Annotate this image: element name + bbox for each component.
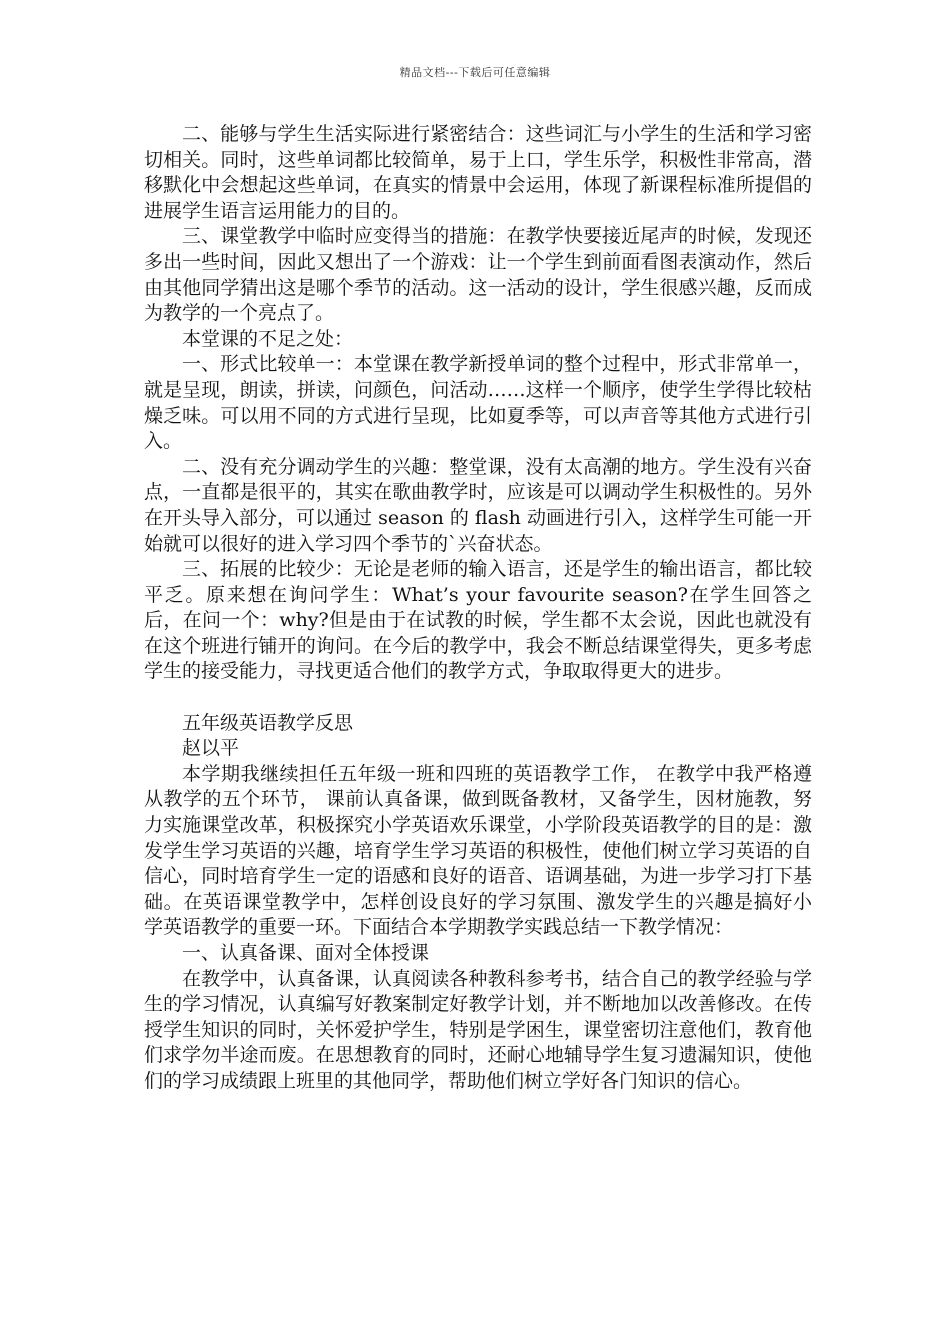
page-header: 精品文档---下载后可任意编辑 bbox=[399, 66, 551, 79]
section-title: 五年级英语教学反思 bbox=[182, 711, 354, 734]
document-body bbox=[144, 122, 812, 1095]
blank-line bbox=[144, 685, 812, 711]
paragraph-shortcoming-one: 一、形式比较单一：本堂课在教学新授单词的整个过程中，形式非常单一，就是呈现，朗读，拼读，问颜色，问活动……这样一个顺序，使学生学得比较枯燥乏味。可以用不同的方式进行呈现，比如夏季等，可以声音等其他方式进行引入。 bbox=[144, 353, 812, 453]
subheading-one: 一、认真备课、面对全体授课 bbox=[182, 942, 430, 964]
paragraph-intro: 本学期我继续担任五年级一班和四班的英语教学工作， 在教学中我严格遵从教学的五个环节， 课前认真备课，做到既备教材，又备学生，因材施教，努力实施课堂改革，积极探究小学英语欢乐课堂，小学阶段英语教学的目的是：激发学生学习英语的兴趣，培育学生学习英语的积极性，使他们树立学习英语的自信心，同时培育学生一定的语感和良好的语音、语调基础，为进一步学习打下基础。在英语课堂教学中，怎样创设良好的学习氛围、激发学生的兴趣是搞好小 学英语教学的重要一环。下面结合本学期教学实践总结一下教学情况： bbox=[144, 762, 812, 939]
paragraph-shortcoming-three: 三、拓展的比较少：无论是老师的输入语言，还是学生的输出语言，都比较平乏。原来想在询问学生：What’s your favourite season?在学生回答之后，在问一个：why?但是由于在试教的时候，学生都不太会说，因此也就没有在这个班进行铺开的询问。在今后的教学中，我会不断总结课堂得失，更多考虑学生的接受能力，寻找更适合他们的教学方式，争取取得更大的进步。 bbox=[144, 558, 812, 683]
paragraph-shortcoming-two: 二、没有充分调动学生的兴趣：整堂课，没有太高潮的地方。学生没有兴奋点，一直都是很平的，其实在歌曲教学时，应该是可以调动学生积极性的。另外在开头导入部分，可以通过 season 的 flash 动画进行引入，这样学生可能一开始就可以很好的进入学习四个季节的`兴奋状态。 bbox=[144, 455, 812, 555]
paragraph-point-two-life-connection: 二、能够与学生生活实际进行紧密结合：这些词汇与小学生的生活和学习密切相关。同时，这些单词都比较简单，易于上口，学生乐学，积极性非常高，潜移默化中会想起这些单词，在真实的情景中会运用，体现了新课程标准所提倡的进展学生语言运用能力的目的。 bbox=[144, 123, 812, 222]
paragraph-shortcomings-heading: 本堂课的不足之处： bbox=[182, 327, 354, 350]
paragraph-lesson-prep: 在教学中，认真备课，认真阅读各种教科参考书，结合自己的教学经验与学生的学习情况，认真编写好教案制定好教学计划，并不断地加以改善修改。在传授学生知识的同时，关怀爱护学生，特别是学困生，课堂密切注意他们，教育他们求学勿半途而废。在思想教育的同时，还耐心地辅导学生复习遗漏知识，使他们的学习成绩跟上班里的其他同学，帮助他们树立学好各门知识的信心。 bbox=[144, 967, 812, 1092]
author-name: 赵以平 bbox=[182, 737, 240, 760]
paragraph-point-three-adaptation: 三、课堂教学中临时应变得当的措施：在教学快要接近尾声的时候，发现还多出一些时间，因此又想出了一个游戏：让一个学生到前面看图表演动作，然后由其他同学猜出这是哪个季节的活动。这一活动的设计，学生很感兴趣，反而成为教学的一个亮点了。 bbox=[144, 225, 812, 325]
